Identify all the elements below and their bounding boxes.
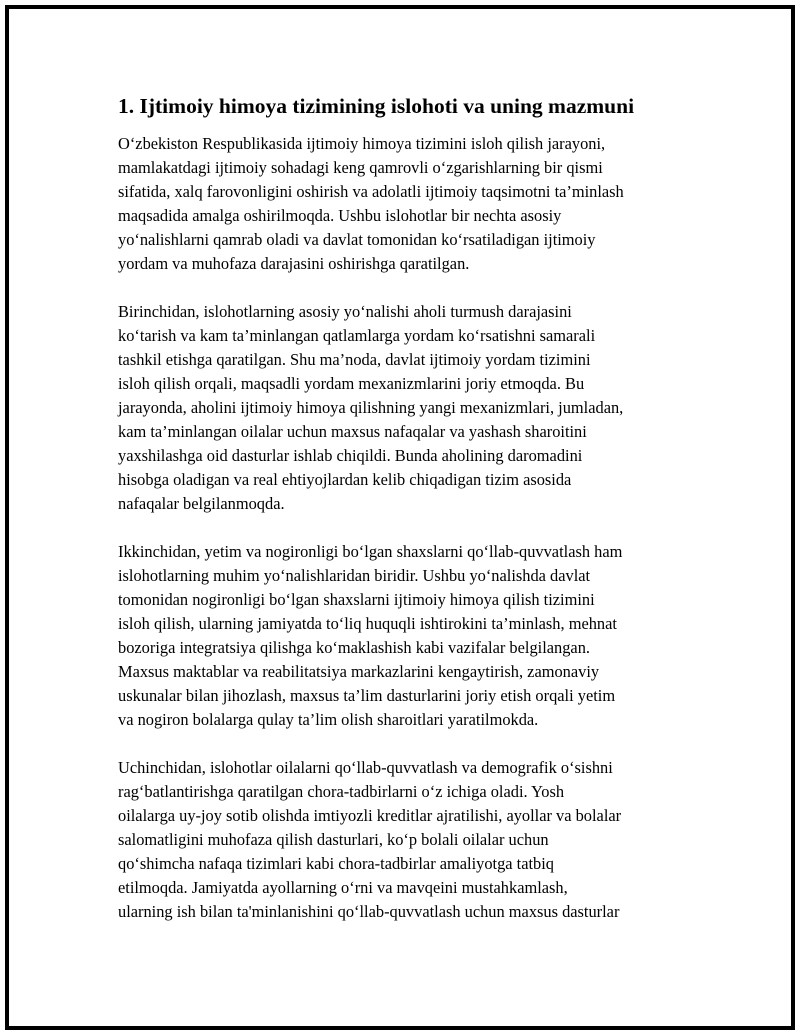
text-line: nafaqalar belgilanmoqda. xyxy=(118,494,285,513)
text-line: isloh qilish orqali, maqsadli yordam mexanizmlarini joriy etmoqda. Bu xyxy=(118,374,585,393)
text-line: tashkil etishga qaratilgan. Shu ma’noda, davlat ijtimoiy yordam tizimini xyxy=(118,350,591,369)
text-line: yaxshilashga oid dasturlar ishlab chiqildi. Bunda aholining daromadini xyxy=(118,446,583,465)
paragraph xyxy=(118,132,693,276)
text-line: O‘zbekiston Respublikasida ijtimoiy himoya tizimini isloh qilish jarayoni, xyxy=(118,134,606,153)
text-line: salomatligini muhofaza qilish dasturlari, ko‘p bolali oilalar uchun xyxy=(118,830,549,849)
text-line: rag‘batlantirishga qaratilgan chora-tadbirlarni o‘z ichiga oladi. Yosh xyxy=(118,782,565,801)
text-line: yo‘nalishlarni qamrab oladi va davlat tomonidan ko‘rsatiladigan ijtimoiy xyxy=(118,230,596,249)
text-line: Maxsus maktablar va reabilitatsiya markazlarini kengaytirish, zamonaviy xyxy=(118,662,600,681)
text-line: Birinchidan, islohotlarning asosiy yo‘nalishi aholi turmush darajasini xyxy=(118,302,572,321)
text-line: sifatida, xalq farovonligini oshirish va adolatli ijtimoiy taqsimotni ta’minlash xyxy=(118,182,624,201)
text-line: mamlakatdagi ijtimoiy sohadagi keng qamrovli o‘zgarishlarning bir qismi xyxy=(118,158,603,177)
text-line: qo‘shimcha nafaqa tizimlari kabi chora-tadbirlar amaliyotga tatbiq xyxy=(118,854,555,873)
paragraph xyxy=(118,300,693,516)
text-line: islohotlarning muhim yo‘nalishlaridan biridir. Ushbu yo‘nalishda davlat xyxy=(118,566,591,585)
text-line: uskunalar bilan jihozlash, maxsus ta’lim dasturlarini joriy etish orqali yetim xyxy=(118,686,616,705)
section-title: 1. Ijtimoiy himoya tizimining islohoti va uning mazmuni xyxy=(118,94,635,118)
paragraphs-container xyxy=(118,132,693,924)
text-line: isloh qilish, ularning jamiyatda to‘liq huquqli ishtirokini ta’minlash, mehnat xyxy=(118,614,617,633)
text-line: ko‘tarish va kam ta’minlangan qatlamlarga yordam ko‘rsatishni samarali xyxy=(118,326,596,345)
paragraph xyxy=(118,540,693,732)
text-line: hisobga oladigan va real ehtiyojlardan kelib chiqadigan tizim asosida xyxy=(118,470,572,489)
text-line: yordam va muhofaza darajasini oshirishga qaratilgan. xyxy=(118,254,470,273)
text-line: kam ta’minlangan oilalar uchun maxsus nafaqalar va yashash sharoitini xyxy=(118,422,587,441)
text-line: va nogiron bolalarga qulay ta’lim olish sharoitlari yaratilmokda. xyxy=(118,710,539,729)
text-line: jarayonda, aholini ijtimoiy himoya qilishning yangi mexanizmlari, jumladan, xyxy=(118,398,624,417)
document-body xyxy=(118,92,693,948)
text-line: maqsadida amalga oshirilmoqda. Ushbu islohotlar bir nechta asosiy xyxy=(118,206,562,225)
text-line: oilalarga uy-joy sotib olishda imtiyozli kreditlar ajratilishi, ayollar va bolalar xyxy=(118,806,622,825)
text-line: bozoriga integratsiya qilishga ko‘maklashish kabi vazifalar belgilangan. xyxy=(118,638,590,657)
text-line: Uchinchidan, islohotlar oilalarni qo‘llab-quvvatlash va demografik o‘sishni xyxy=(118,758,613,777)
text-line: Ikkinchidan, yetim va nogironligi bo‘lgan shaxslarni qo‘llab-quvvatlash ham xyxy=(118,542,623,561)
text-line: ularning ish bilan ta'minlanishini qo‘llab-quvvatlash uchun maxsus dasturlar xyxy=(118,902,620,921)
text-line: etilmoqda. Jamiyatda ayollarning o‘rni va mavqeini mustahkamlash, xyxy=(118,878,568,897)
text-line: tomonidan nogironligi bo‘lgan shaxslarni ijtimoiy himoya qilish tizimini xyxy=(118,590,595,609)
paragraph xyxy=(118,756,693,924)
